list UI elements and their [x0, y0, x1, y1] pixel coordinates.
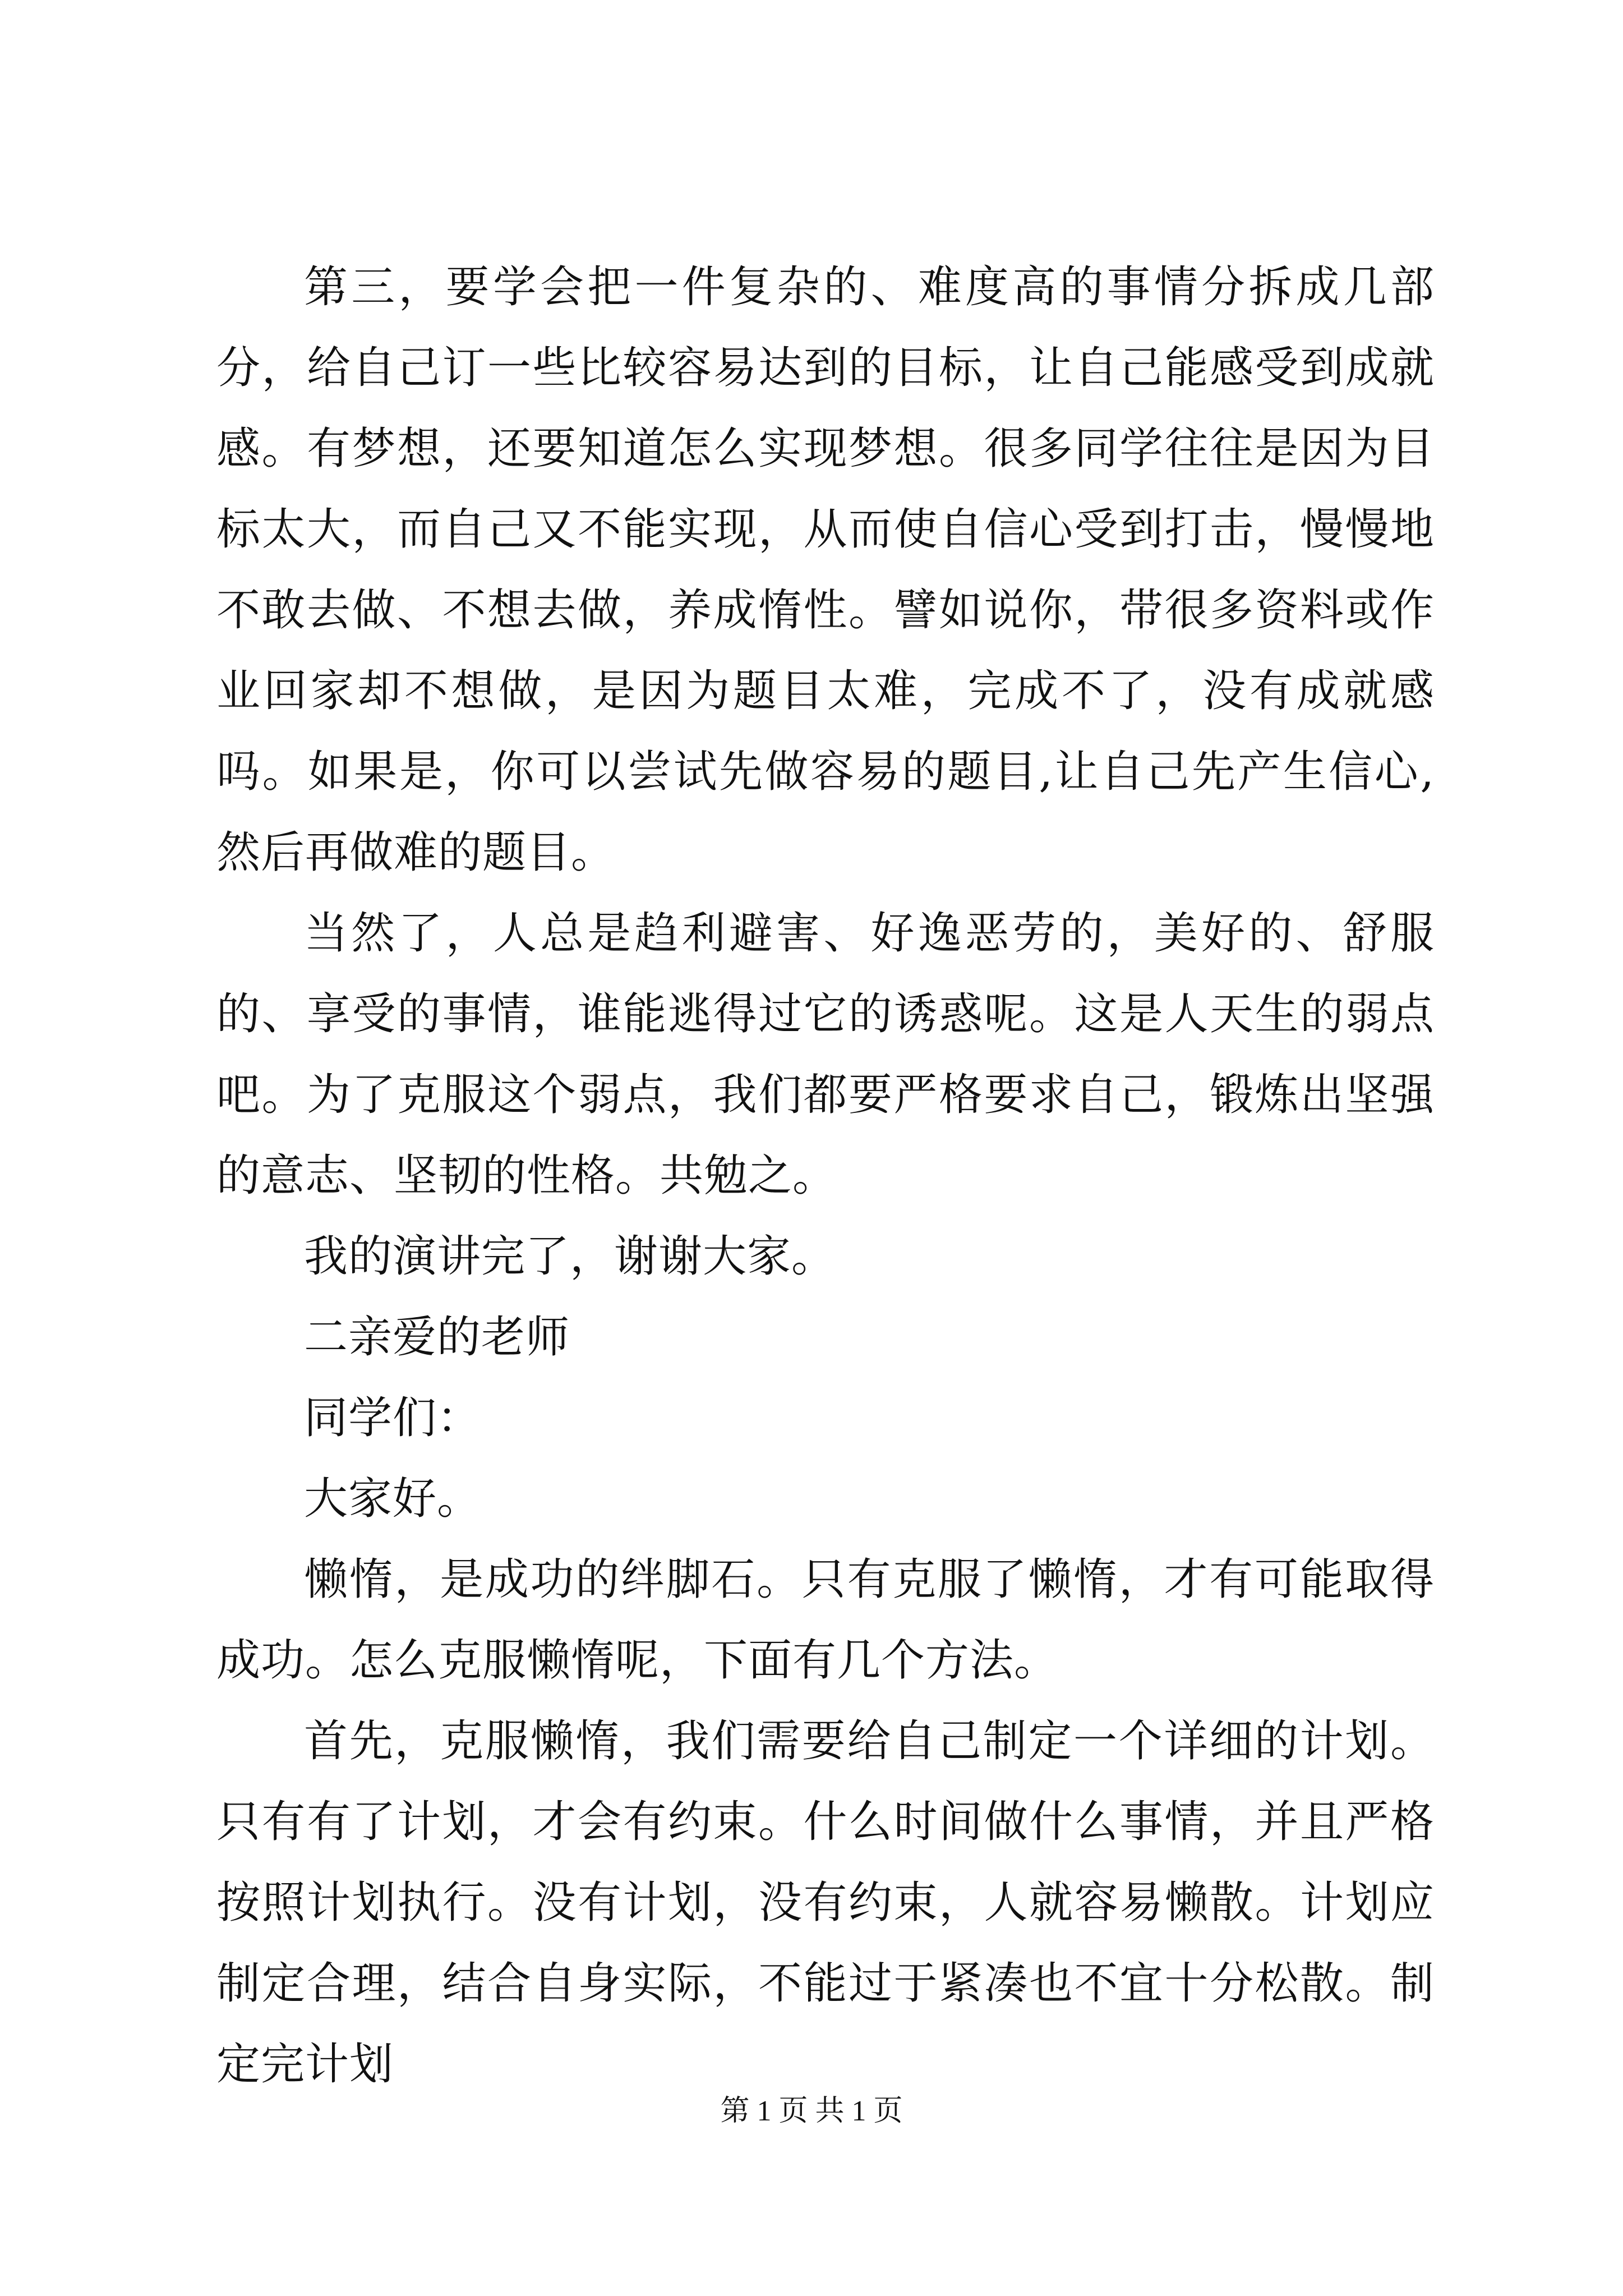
- paragraph-first-method: 首先，克服懒惰，我们需要给自己制定一个详细的计划。只有有了计划，才会有约束。什么时间做什么事情，并且严格按照计划执行。没有计划，没有约束，人就容易懒散。计划应制定合理，结合自身实际，不能过于紧凑也不宜十分松散。制定完计划: [216, 1716, 1435, 2090]
- paragraph-human-weakness: 当然了，人总是趋利避害、好逸恶劳的，美好的、舒服的、享受的事情，谁能逃得过它的诱惑呢。这是人天生的弱点吧。为了克服这个弱点，我们都要严格要求自己，锻炼出坚强的意志、坚韧的性格。共勉之。: [216, 908, 1435, 1201]
- paragraph-greeting-students: 同学们：: [304, 1393, 482, 1443]
- page-footer: 第 1 页 共 1 页: [720, 2095, 903, 2127]
- paragraph-greeting-hello: 大家好。: [304, 1474, 482, 1524]
- paragraph-speech-end: 我的演讲完了，谢谢大家。: [304, 1231, 836, 1282]
- paragraph-third-point: 第三，要学会把一件复杂的、难度高的事情分拆成几部分，给自己订一些比较容易达到的目标，让自己能感受到成就感。有梦想，还要知道怎么实现梦想。很多同学往往是因为目标太大，而自己又不能实现，从而使自信心受到打击，慢慢地不敢去做、不想去做，养成惰性。譬如说你，带很多资料或作业回家却不想做，是因为题目太难，完成不了，没有成就感吗。如果是，你可以尝试先做容易的题目,让自己先产生信心,然后再做难的题目。: [216, 262, 1435, 878]
- paragraph-laziness-intro: 懒惰，是成功的绊脚石。只有克服了懒惰，才有可能取得成功。怎么克服懒惰呢，下面有几个方法。: [216, 1554, 1435, 1686]
- paragraph-section-two-heading: 二亲爱的老师: [304, 1312, 570, 1363]
- document-body: [216, 247, 1435, 2105]
